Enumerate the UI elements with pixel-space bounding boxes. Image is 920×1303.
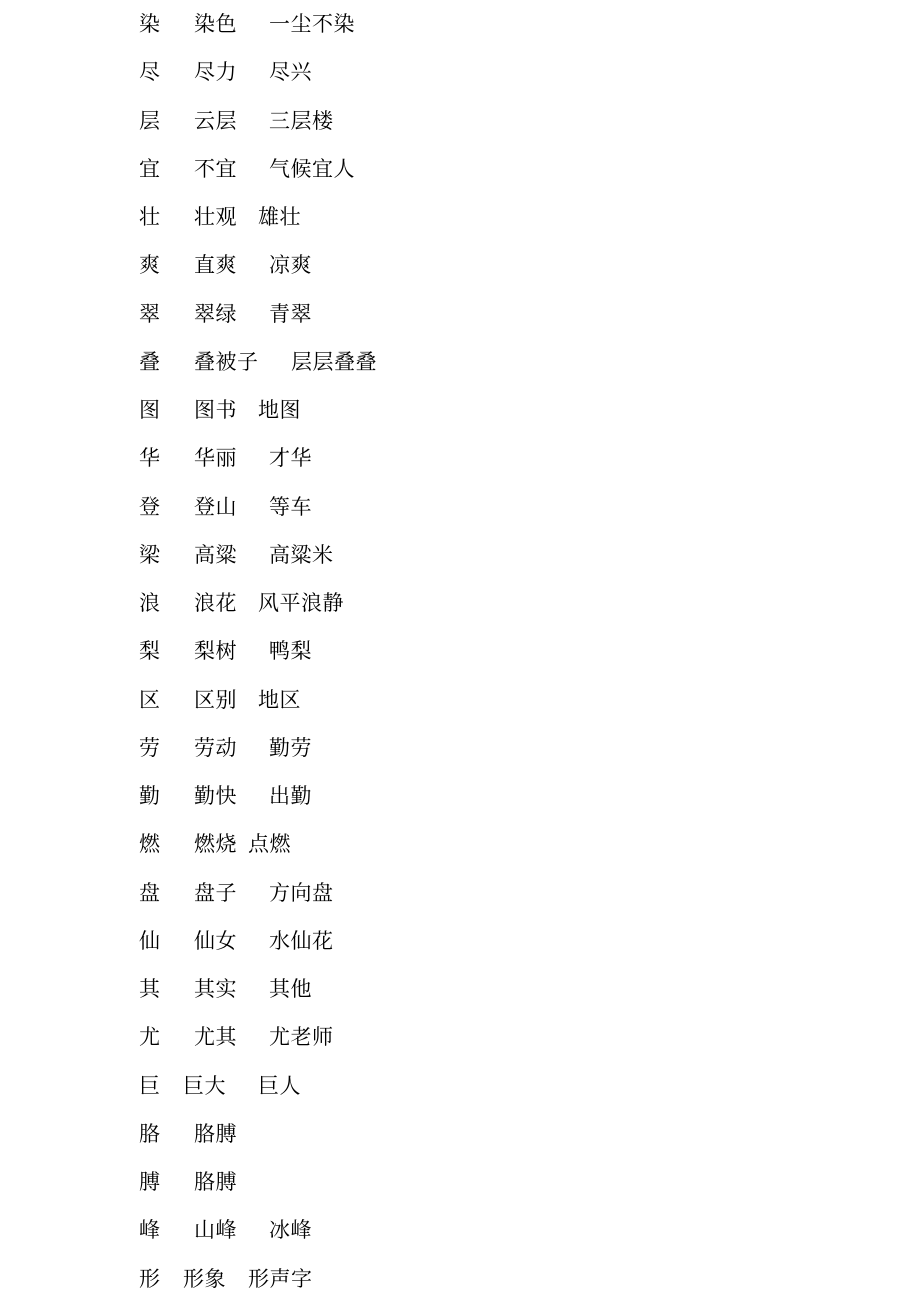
vocab-word: 高粱 [194,542,237,567]
vocab-word: 等车 [269,494,312,519]
vocab-word: 地区 [258,687,301,712]
vocab-word: 仙女 [194,928,237,953]
vocab-word: 勤劳 [269,735,312,760]
vocab-row [0,241,920,289]
vocab-character: 染 [139,12,161,36]
vocab-character: 翠 [139,301,161,326]
vocab-word: 勤快 [194,784,237,808]
vocab-row [0,0,920,48]
vocab-word: 尤其 [194,1025,237,1050]
vocab-character: 勤 [139,784,161,808]
vocab-character: 区 [139,687,161,712]
vocab-word: 出勤 [269,784,312,808]
vocab-character: 尽 [139,60,161,85]
vocab-row [0,820,920,868]
vocab-word: 水仙花 [269,928,334,953]
vocab-word: 叠被子 [194,349,259,374]
vocab-word: 其实 [194,977,237,1001]
vocab-character: 梨 [139,639,161,664]
vocab-row [0,97,920,145]
vocab-row [0,48,920,96]
vocab-word: 燃烧 [194,832,237,857]
vocab-row [0,965,920,1013]
vocab-word: 才华 [269,446,312,471]
vocab-character: 图 [139,398,161,422]
vocab-word: 山峰 [194,1218,237,1243]
vocab-character: 仙 [139,928,161,953]
vocab-character: 膊 [139,1170,161,1194]
vocab-row [0,386,920,434]
vocab-word: 冰峰 [269,1218,312,1243]
vocab-word: 其他 [269,977,312,1001]
vocab-character: 梁 [139,542,161,567]
vocab-word: 梨树 [194,639,237,664]
vocab-word: 胳膊 [194,1121,237,1146]
vocab-row [0,869,920,917]
vocab-word: 登山 [194,494,237,519]
vocab-word: 方向盘 [269,880,334,905]
vocab-word: 尤老师 [269,1025,334,1050]
vocab-word: 华丽 [194,446,237,471]
vocab-row [0,1110,920,1158]
vocab-character: 劳 [139,735,161,760]
vocab-character: 形 [139,1266,161,1291]
vocab-word: 层层叠叠 [291,349,377,374]
vocab-character: 燃 [139,832,161,857]
vocab-row [0,1255,920,1303]
vocab-row [0,676,920,724]
vocab-row [0,724,920,772]
vocab-row [0,1158,920,1206]
vocab-character: 登 [139,494,161,519]
vocab-row [0,579,920,627]
vocab-row [0,434,920,482]
vocab-word: 尽力 [194,60,237,85]
vocab-character: 层 [139,108,161,133]
vocab-word: 形象 [183,1266,226,1291]
vocab-word: 高粱米 [269,542,334,567]
vocab-word: 三层楼 [269,108,334,133]
vocab-word: 不宜 [194,156,237,181]
vocab-word: 图书 [194,398,237,422]
vocab-word: 点燃 [248,832,291,857]
vocab-word: 巨大 [183,1073,226,1098]
vocab-word: 劳动 [194,735,237,760]
vocab-row [0,531,920,579]
vocab-word: 盘子 [194,880,237,905]
vocab-row [0,290,920,338]
vocab-row [0,338,920,386]
vocab-word: 气候宜人 [269,156,355,181]
vocab-word: 壮观 [194,205,237,229]
vocab-character: 巨 [139,1073,161,1098]
vocab-word: 青翠 [269,301,312,326]
vocab-word: 云层 [194,108,237,133]
vocab-row [0,627,920,675]
vocab-row [0,1206,920,1254]
vocab-word: 尽兴 [269,60,312,85]
vocab-word: 地图 [258,398,301,422]
vocab-word: 形声字 [248,1266,313,1291]
vocab-word: 染色 [194,12,237,36]
vocab-row [0,917,920,965]
vocab-character: 叠 [139,349,161,374]
vocab-row [0,483,920,531]
vocab-row [0,145,920,193]
vocab-character: 其 [139,977,161,1001]
vocab-word: 浪花 [194,591,237,615]
vocab-word: 一尘不染 [269,12,355,36]
vocab-word: 区别 [194,687,237,712]
vocab-word: 胳膊 [194,1170,237,1194]
vocab-row [0,193,920,241]
vocab-word: 凉爽 [269,253,312,278]
vocab-character: 盘 [139,880,161,905]
vocab-word: 雄壮 [258,205,301,229]
vocab-word: 风平浪静 [258,591,344,615]
vocab-character: 宜 [139,156,161,181]
vocab-character: 尤 [139,1025,161,1050]
vocab-character: 壮 [139,205,161,229]
vocab-character: 爽 [139,253,161,278]
vocab-row [0,1013,920,1061]
vocab-word: 巨人 [258,1073,301,1098]
vocab-row [0,1062,920,1110]
vocab-character: 胳 [139,1121,161,1146]
vocab-character: 浪 [139,591,161,615]
vocab-word: 直爽 [194,253,237,278]
vocab-word: 翠绿 [194,301,237,326]
vocab-character: 华 [139,446,161,471]
vocab-row [0,772,920,820]
vocab-character: 峰 [139,1218,161,1243]
vocab-word: 鸭梨 [269,639,312,664]
